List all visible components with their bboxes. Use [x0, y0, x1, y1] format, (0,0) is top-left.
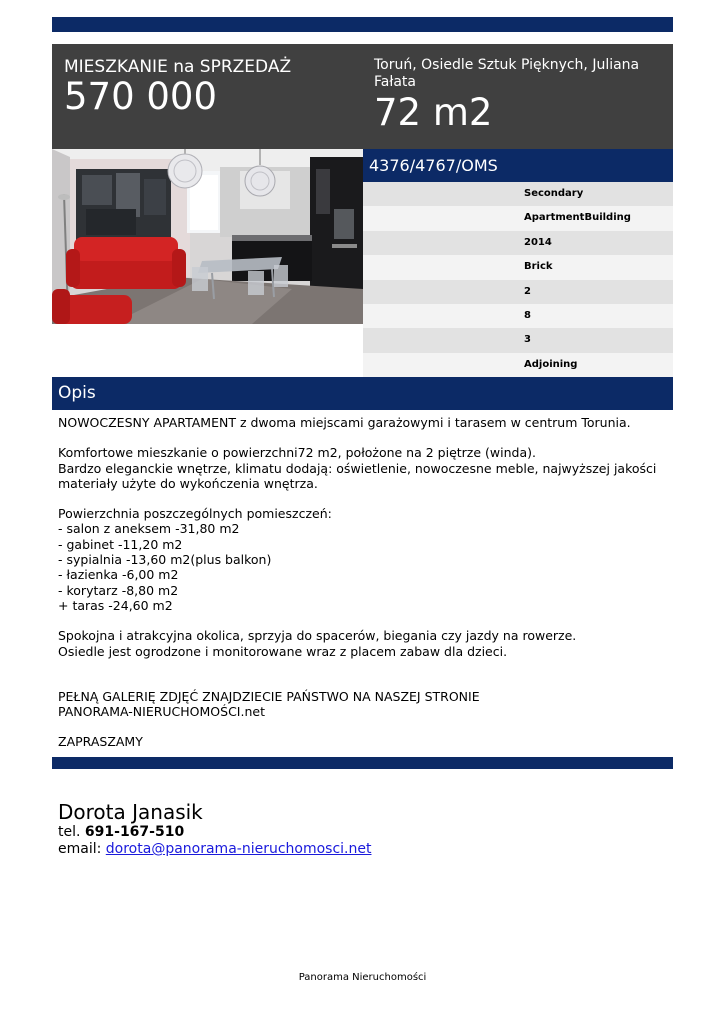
footer-agency-name: Panorama Nieruchomości	[298, 972, 427, 983]
phone-number: 691-167-510	[84, 824, 185, 840]
agent-email	[58, 841, 658, 858]
email-link[interactable]: dorota@panorama-nieruchomosci.net	[105, 841, 372, 857]
email-label: email:	[58, 841, 102, 857]
reference-number: 4376/4767/OMS	[363, 149, 673, 182]
top-accent-bar	[52, 17, 673, 32]
param-rooms: 3	[363, 328, 673, 352]
param-market: Secondary	[363, 182, 673, 206]
description-paragraph: Komfortowe mieszkanie o powierzchni72 m2, położone na 2 piętrze (winda). Bardzo eleganckie wnętrze, klimatu dodają: oświetlenie, nowoczesne meble, najwyższej jakości materiały użyte do wykończenia wnętrza.	[58, 445, 657, 491]
listing-area: 72 m2	[374, 91, 493, 134]
header-right	[374, 57, 669, 133]
header-left	[64, 57, 364, 117]
description-paragraph: NOWOCZESNY APARTAMENT z dwoma miejscami garażowymi i tarasem w centrum Torunia.	[58, 415, 631, 430]
description-paragraph: PEŁNĄ GALERIĘ ZDJĘĆ ZNAJDZIECIE PAŃSTWO NA NASZEJ STRONIE PANORAMA-NIERUCHOMOŚCI.net	[58, 688, 480, 720]
param-floor: 2	[363, 280, 673, 304]
param-kitchen: Adjoining	[363, 353, 673, 377]
description-paragraph: ZAPRASZAMY	[58, 734, 143, 750]
phone-label: tel.	[58, 824, 81, 840]
apartment-photo-image	[52, 149, 363, 324]
bottom-accent-bar	[52, 757, 673, 769]
description-paragraph: Powierzchnia poszczególnych pomieszczeń: - salon z aneksem -31,80 m2 - gabinet -11,20 m2 - sypialnia -13,60 m2(plus balkon) - łazienka -6,00 m2 - korytarz -8,80 m2 + taras -24,60 m2	[58, 506, 332, 613]
description-body	[58, 415, 670, 750]
listing-header	[52, 44, 673, 149]
description-paragraph: Spokojna i atrakcyjna okolica, sprzyja do spacerów, biegania czy jazdy na rowerze. Osiedle jest ogrodzone i monitorowane wraz z placem zabaw dla dzieci.	[58, 628, 577, 659]
apartment-photo	[52, 149, 363, 324]
param-building-type: ApartmentBuilding	[363, 206, 673, 230]
param-material: Brick	[363, 255, 673, 279]
property-parameters	[363, 182, 673, 377]
agent-name: Dorota Janasik	[58, 800, 203, 824]
agent-contact	[58, 800, 658, 858]
description-heading: Opis	[52, 377, 673, 410]
listing-type: MIESZKANIE na SPRZEDAŻ	[64, 57, 292, 77]
param-floors-total: 8	[363, 304, 673, 328]
listing-location: Toruń, Osiedle Sztuk Pięknych, Juliana Fałata	[374, 57, 640, 90]
param-year-built: 2014	[363, 231, 673, 255]
listing-price: 570 000	[64, 75, 218, 118]
agent-phone	[58, 824, 658, 841]
